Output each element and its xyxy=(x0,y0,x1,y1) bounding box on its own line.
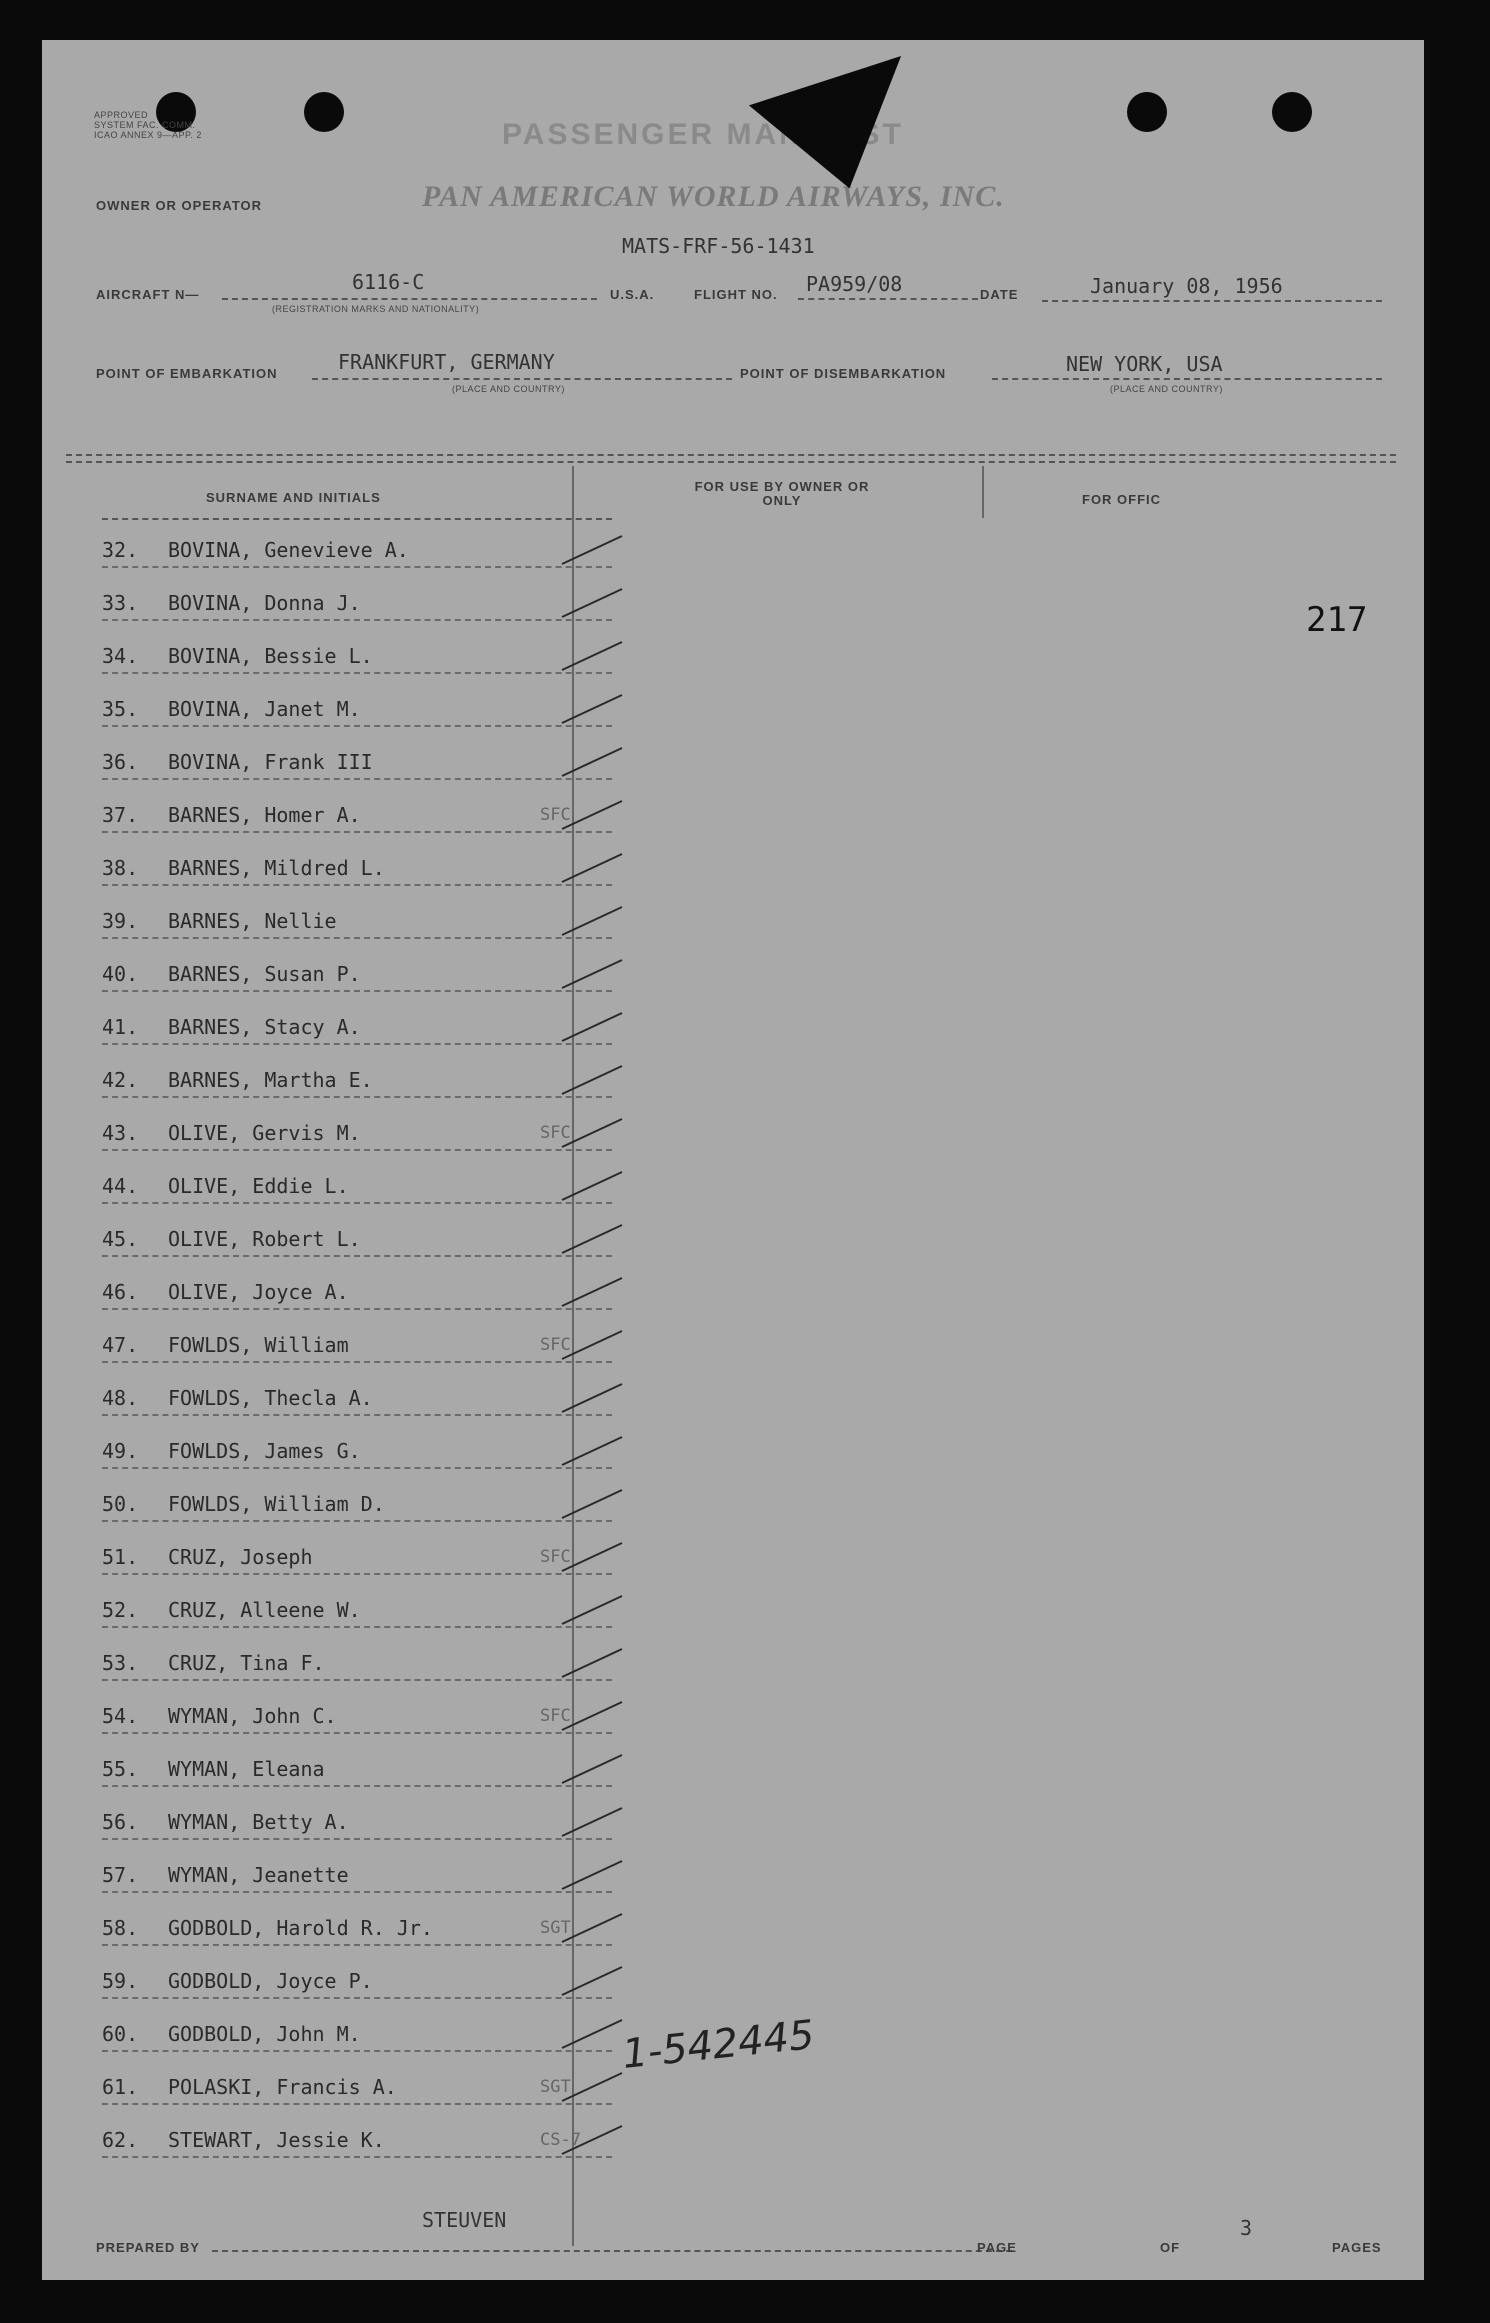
embark-label: POINT OF EMBARKATION xyxy=(96,366,278,381)
list-item: 33. BOVINA, Donna J. xyxy=(102,591,612,621)
check-mark xyxy=(562,589,622,617)
check-mark xyxy=(562,1861,622,1889)
aircraft-label: AIRCRAFT N— xyxy=(96,287,200,302)
list-item: 36. BOVINA, Frank III xyxy=(102,750,612,780)
handwritten-number: 1-542445 xyxy=(620,2012,817,2078)
check-mark xyxy=(562,536,622,564)
owner-value: PAN AMERICAN WORLD AIRWAYS, INC. xyxy=(422,180,1005,213)
date-value: January 08, 1956 xyxy=(1090,274,1283,298)
check-mark xyxy=(562,1543,622,1571)
list-item: 41. BARNES, Stacy A. xyxy=(102,1015,612,1045)
list-item: 60. GODBOLD, John M. xyxy=(102,2022,612,2052)
check-mark xyxy=(562,2126,622,2154)
embark-value: FRANKFURT, GERMANY xyxy=(338,350,555,374)
disembark-value: NEW YORK, USA xyxy=(1066,352,1223,376)
list-item: 58. GODBOLD, Harold R. Jr. SGT xyxy=(102,1916,612,1946)
pages-label: PAGES xyxy=(1332,2240,1382,2255)
check-mark xyxy=(562,907,622,935)
list-item: 42. BARNES, Martha E. xyxy=(102,1068,612,1098)
check-mark xyxy=(562,1649,622,1677)
date-label: DATE xyxy=(980,287,1019,302)
check-mark xyxy=(562,1437,622,1465)
aircraft-value: 6116-C xyxy=(352,270,425,294)
of-label: OF xyxy=(1160,2240,1181,2255)
list-item: 38. BARNES, Mildred L. xyxy=(102,856,612,886)
list-item: 56. WYMAN, Betty A. xyxy=(102,1810,612,1840)
check-mark xyxy=(562,960,622,988)
list-item: 40. BARNES, Susan P. xyxy=(102,962,612,992)
check-mark xyxy=(562,1225,622,1253)
flight-label: FLIGHT NO. xyxy=(694,287,778,302)
embark-sub: (PLACE AND COUNTRY) xyxy=(452,384,565,394)
check-mark xyxy=(562,2073,622,2101)
list-item: 39. BARNES, Nellie xyxy=(102,909,612,939)
check-mark xyxy=(562,1967,622,1995)
list-item: 47. FOWLDS, William SFC xyxy=(102,1333,612,1363)
check-mark xyxy=(562,695,622,723)
list-item: 44. OLIVE, Eddie L. xyxy=(102,1174,612,1204)
check-mark xyxy=(562,1013,622,1041)
page-number: 217 xyxy=(1306,600,1368,640)
prepared-underline xyxy=(212,2250,1012,2252)
page-title: PASSENGER MANIFEST xyxy=(502,118,904,151)
page-label: PAGE xyxy=(977,2240,1017,2255)
check-mark xyxy=(562,801,622,829)
check-mark xyxy=(562,1384,622,1412)
list-item: 51. CRUZ, Joseph SFC xyxy=(102,1545,612,1575)
list-item: 61. POLASKI, Francis A. SGT xyxy=(102,2075,612,2105)
list-item: 52. CRUZ, Alleene W. xyxy=(102,1598,612,1628)
prepared-label: PREPARED BY xyxy=(96,2240,200,2255)
check-mark xyxy=(562,1066,622,1094)
column-owner-use: FOR USE BY OWNER OR ONLY xyxy=(694,479,870,508)
check-mark xyxy=(562,1172,622,1200)
check-mark xyxy=(562,1914,622,1942)
check-mark xyxy=(562,854,622,882)
check-mark xyxy=(562,1702,622,1730)
check-mark xyxy=(562,1755,622,1783)
list-item: 53. CRUZ, Tina F. xyxy=(102,1651,612,1681)
check-mark xyxy=(562,1490,622,1518)
list-item: 62. STEWART, Jessie K. CS-7 xyxy=(102,2128,612,2158)
check-mark xyxy=(562,2020,622,2048)
list-item: 35. BOVINA, Janet M. xyxy=(102,697,612,727)
check-mark xyxy=(562,1808,622,1836)
list-item: 59. GODBOLD, Joyce P. xyxy=(102,1969,612,1999)
column-surname: SURNAME AND INITIALS xyxy=(206,490,381,505)
disembark-label: POINT OF DISEMBARKATION xyxy=(740,366,947,381)
list-item: 55. WYMAN, Eleana xyxy=(102,1757,612,1787)
list-item: 57. WYMAN, Jeanette xyxy=(102,1863,612,1893)
check-marks xyxy=(42,40,1424,2280)
flight-value: PA959/08 xyxy=(806,272,903,296)
list-item: 49. FOWLDS, James G. xyxy=(102,1439,612,1469)
check-mark xyxy=(562,1119,622,1147)
list-item: 45. OLIVE, Robert L. xyxy=(102,1227,612,1257)
check-mark xyxy=(562,1278,622,1306)
list-item: 34. BOVINA, Bessie L. xyxy=(102,644,612,674)
list-item: 37. BARNES, Homer A. SFC xyxy=(102,803,612,833)
prepared-value: STEUVEN xyxy=(422,2208,507,2232)
list-item: 48. FOWLDS, Thecla A. xyxy=(102,1386,612,1416)
check-mark xyxy=(562,1331,622,1359)
column-official: FOR OFFIC xyxy=(1082,492,1162,507)
check-mark xyxy=(562,748,622,776)
disembark-sub: (PLACE AND COUNTRY) xyxy=(1110,384,1223,394)
check-mark xyxy=(562,642,622,670)
mats-reference: MATS-FRF-56-1431 xyxy=(622,234,815,258)
list-item: 46. OLIVE, Joyce A. xyxy=(102,1280,612,1310)
list-item: 32. BOVINA, Genevieve A. xyxy=(102,538,612,568)
owner-label: OWNER OR OPERATOR xyxy=(96,198,263,213)
approval-block: APPROVED SYSTEM FAC. COMM. ICAO ANNEX 9—APP. 2 xyxy=(94,110,202,140)
page-value: 3 xyxy=(1240,2216,1253,2240)
list-item: 43. OLIVE, Gervis M. SFC xyxy=(102,1121,612,1151)
list-item: 54. WYMAN, John C. SFC xyxy=(102,1704,612,1734)
list-item: 50. FOWLDS, William D. xyxy=(102,1492,612,1522)
manifest-sheet xyxy=(42,40,1424,2280)
check-mark xyxy=(562,1596,622,1624)
usa-label: U.S.A. xyxy=(610,287,655,302)
aircraft-sub: (REGISTRATION MARKS AND NATIONALITY) xyxy=(272,304,480,314)
